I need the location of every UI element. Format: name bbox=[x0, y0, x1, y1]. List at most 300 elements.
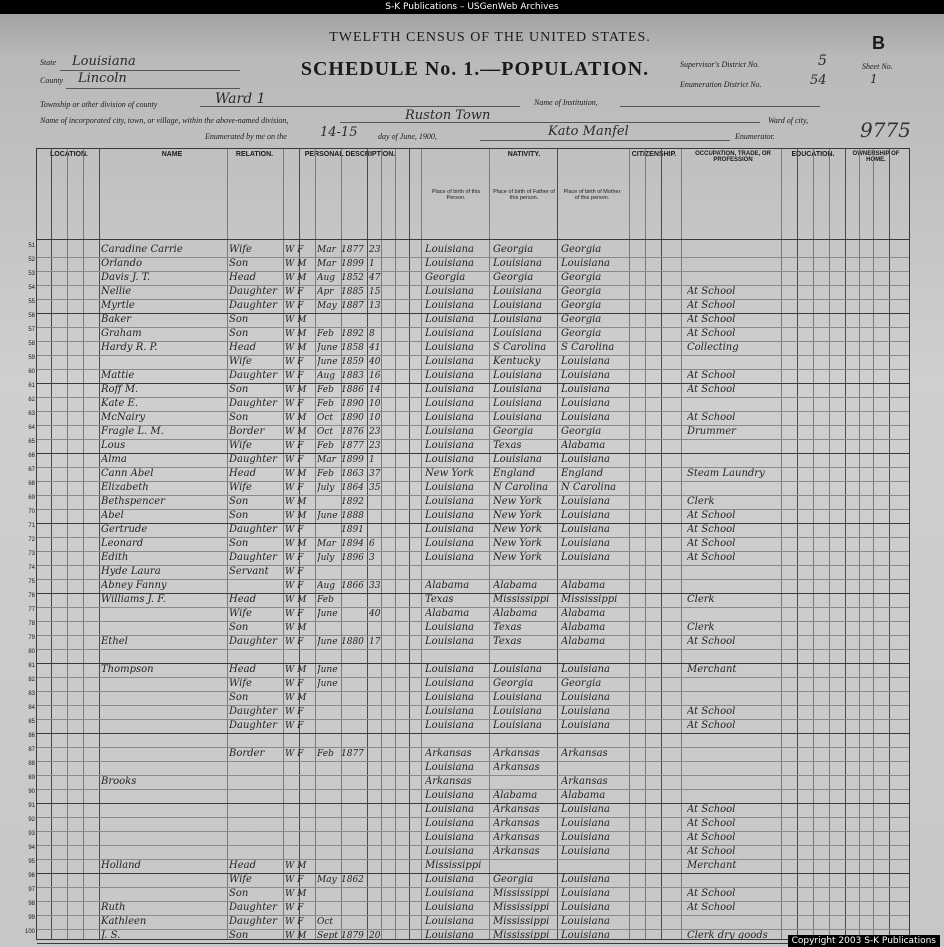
cell-mpob: Louisiana bbox=[561, 258, 610, 269]
cell-year: 1892 bbox=[341, 329, 364, 339]
row-number: 93 bbox=[28, 831, 35, 837]
cell-year: 1876 bbox=[341, 427, 364, 437]
cell-pob: Louisiana bbox=[425, 300, 474, 311]
cell-age: 20 bbox=[369, 931, 381, 941]
cell-pob: Louisiana bbox=[425, 356, 474, 367]
row-number: 76 bbox=[28, 593, 35, 599]
cell-age: 13 bbox=[369, 301, 381, 311]
cell-mpob: Louisiana bbox=[561, 384, 610, 395]
cell-sex: W F bbox=[285, 399, 304, 409]
state-value: Louisiana bbox=[72, 54, 136, 69]
cell-name: Thompson bbox=[101, 664, 154, 675]
sheet-label: Sheet No. bbox=[862, 62, 893, 71]
cell-sex: W F bbox=[285, 245, 304, 255]
copyright: Copyright 2003 S-K Publications bbox=[788, 935, 940, 947]
cell-sex: W M bbox=[285, 931, 307, 941]
cell-occ: At School bbox=[687, 818, 736, 829]
row-number: 55 bbox=[28, 299, 35, 305]
cell-mpob: Louisiana bbox=[561, 454, 610, 465]
cell-occ: At School bbox=[687, 706, 736, 717]
cell-rel: Wife bbox=[229, 440, 252, 451]
cell-month: Aug bbox=[317, 371, 336, 381]
cell-occ: Merchant bbox=[687, 664, 737, 675]
cell-sex: W M bbox=[285, 511, 307, 521]
cell-month: Aug bbox=[317, 273, 336, 283]
column-divider bbox=[645, 149, 646, 939]
supervisor-label: Supervisor's District No. bbox=[680, 60, 760, 69]
cell-pob: Louisiana bbox=[425, 888, 474, 899]
cell-fpob: New York bbox=[493, 538, 542, 549]
cell-occ: At School bbox=[687, 370, 736, 381]
cell-pob: Louisiana bbox=[425, 384, 474, 395]
cell-year: 1862 bbox=[341, 875, 364, 885]
cell-sex: W F bbox=[285, 357, 304, 367]
row-number: 67 bbox=[28, 467, 35, 473]
cell-pob: Louisiana bbox=[425, 524, 474, 535]
cell-fpob: Louisiana bbox=[493, 286, 542, 297]
row-number: 66 bbox=[28, 453, 35, 459]
cell-sex: W F bbox=[285, 903, 304, 913]
enumerated-month-label: day of June, 1900, bbox=[378, 132, 437, 141]
column-divider bbox=[67, 149, 68, 939]
cell-rel: Wife bbox=[229, 356, 252, 367]
cell-rel: Daughter bbox=[229, 370, 277, 381]
row-number: 78 bbox=[28, 621, 35, 627]
cell-mpob: England bbox=[561, 468, 604, 479]
cell-name: Williams J. F. bbox=[101, 594, 166, 605]
cell-month: June bbox=[317, 637, 338, 647]
enumeration-label: Enumeration District No. bbox=[680, 80, 762, 89]
cell-age: 40 bbox=[369, 609, 381, 619]
cell-rel: Servant bbox=[229, 566, 269, 577]
cell-sex: W M bbox=[285, 315, 307, 325]
cell-occ: At School bbox=[687, 524, 736, 535]
cell-pob: Louisiana bbox=[425, 846, 474, 857]
cell-year: 1890 bbox=[341, 413, 364, 423]
schedule-title: SCHEDULE No. 1.—POPULATION. bbox=[300, 58, 650, 80]
cell-rel: Wife bbox=[229, 482, 252, 493]
cell-year: 1896 bbox=[341, 553, 364, 563]
cell-age: 16 bbox=[369, 371, 381, 381]
cell-pob: Louisiana bbox=[425, 538, 474, 549]
cell-sex: W F bbox=[285, 721, 304, 731]
column-divider bbox=[845, 149, 846, 939]
cell-mpob: Louisiana bbox=[561, 720, 610, 731]
cell-name: Lous bbox=[101, 440, 126, 451]
cell-year: 1880 bbox=[341, 637, 364, 647]
cell-mpob: Louisiana bbox=[561, 370, 610, 381]
cell-fpob: Arkansas bbox=[493, 748, 540, 759]
cell-occ: At School bbox=[687, 510, 736, 521]
cell-mpob: Louisiana bbox=[561, 916, 610, 927]
cell-rel: Son bbox=[229, 538, 249, 549]
row-number: 80 bbox=[28, 649, 35, 655]
cell-rel: Son bbox=[229, 888, 249, 899]
cell-month: June bbox=[317, 511, 338, 521]
cell-sex: W M bbox=[285, 343, 307, 353]
cell-month: May bbox=[317, 875, 337, 885]
cell-rel: Daughter bbox=[229, 524, 277, 535]
cell-sex: W F bbox=[285, 371, 304, 381]
cell-mpob: Georgia bbox=[561, 286, 602, 297]
cell-year: 1877 bbox=[341, 749, 364, 759]
cell-occ: At School bbox=[687, 804, 736, 815]
cell-pob: Louisiana bbox=[425, 818, 474, 829]
cell-rel: Head bbox=[229, 860, 257, 871]
column-divider bbox=[813, 149, 814, 939]
cell-rel: Son bbox=[229, 930, 249, 941]
row-number: 94 bbox=[28, 845, 35, 851]
cell-sex: W M bbox=[285, 665, 307, 675]
cell-fpob: Mississippi bbox=[493, 916, 550, 927]
cell-fpob: Georgia bbox=[493, 678, 534, 689]
cell-name: Caradine Carrie bbox=[101, 244, 183, 255]
row-number: 72 bbox=[28, 537, 35, 543]
row-divider bbox=[37, 649, 909, 650]
cell-name: Bethspencer bbox=[101, 496, 165, 507]
cell-mpob: Mississippi bbox=[561, 594, 618, 605]
cell-month: June bbox=[317, 357, 338, 367]
cell-pob: Louisiana bbox=[425, 454, 474, 465]
cell-month: June bbox=[317, 665, 338, 675]
cell-pob: Louisiana bbox=[425, 496, 474, 507]
cell-year: 1852 bbox=[341, 273, 364, 283]
cell-name: Baker bbox=[101, 314, 132, 325]
cell-pob: Louisiana bbox=[425, 720, 474, 731]
cell-age: 41 bbox=[369, 343, 381, 353]
cell-mpob: Louisiana bbox=[561, 874, 610, 885]
cell-name: Brooks bbox=[101, 776, 137, 787]
cell-age: 15 bbox=[369, 287, 381, 297]
cell-age: 10 bbox=[369, 413, 381, 423]
row-number: 91 bbox=[28, 803, 35, 809]
cell-fpob: Louisiana bbox=[493, 454, 542, 465]
cell-occ: At School bbox=[687, 412, 736, 423]
cell-mpob: Louisiana bbox=[561, 888, 610, 899]
stamp-number: 9775 bbox=[860, 118, 911, 142]
cell-pob: Louisiana bbox=[425, 258, 474, 269]
cell-mpob: Georgia bbox=[561, 426, 602, 437]
cell-age: 17 bbox=[369, 637, 381, 647]
cell-month: June bbox=[317, 609, 338, 619]
cell-rel: Daughter bbox=[229, 720, 277, 731]
cell-sex: W F bbox=[285, 301, 304, 311]
cell-mpob: Louisiana bbox=[561, 902, 610, 913]
cell-mpob: Louisiana bbox=[561, 538, 610, 549]
cell-mpob: Arkansas bbox=[561, 748, 608, 759]
cell-fpob: Mississippi bbox=[493, 902, 550, 913]
cell-mpob: Louisiana bbox=[561, 524, 610, 535]
cell-sex: W F bbox=[285, 581, 304, 591]
enumerated-day: 14-15 bbox=[320, 125, 358, 140]
cell-year: 1899 bbox=[341, 259, 364, 269]
cell-year: 1891 bbox=[341, 525, 364, 535]
cell-fpob: Mississippi bbox=[493, 930, 550, 941]
sheet-value: 1 bbox=[870, 72, 878, 86]
place-value: Ruston Town bbox=[405, 108, 491, 123]
column-divider bbox=[83, 149, 84, 939]
cell-rel: Daughter bbox=[229, 902, 277, 913]
cell-age: 40 bbox=[369, 357, 381, 367]
group-citizenship: CITIZENSHIP. bbox=[631, 151, 677, 158]
row-number: 64 bbox=[28, 425, 35, 431]
cell-pob: Louisiana bbox=[425, 622, 474, 633]
cell-age: 37 bbox=[369, 469, 381, 479]
supervisor-value: 5 bbox=[818, 53, 827, 69]
row-number: 71 bbox=[28, 523, 35, 529]
row-number: 98 bbox=[28, 901, 35, 907]
column-divider bbox=[681, 149, 682, 939]
cell-sex: W F bbox=[285, 287, 304, 297]
cell-fpob: Louisiana bbox=[493, 398, 542, 409]
row-number: 75 bbox=[28, 579, 35, 585]
cell-year: 1890 bbox=[341, 399, 364, 409]
cell-name: Ruth bbox=[101, 902, 126, 913]
cell-occ: Merchant bbox=[687, 860, 737, 871]
cell-year: 1877 bbox=[341, 245, 364, 255]
cell-name: Graham bbox=[101, 328, 142, 339]
cell-month: Feb bbox=[317, 399, 334, 409]
cell-year: 1885 bbox=[341, 287, 364, 297]
row-number: 68 bbox=[28, 481, 35, 487]
cell-pob: Louisiana bbox=[425, 440, 474, 451]
row-number: 56 bbox=[28, 313, 35, 319]
cell-fpob: Georgia bbox=[493, 874, 534, 885]
cell-rel: Son bbox=[229, 412, 249, 423]
cell-name: Abel bbox=[101, 510, 124, 521]
cell-pob: Arkansas bbox=[425, 776, 472, 787]
row-number: 89 bbox=[28, 775, 35, 781]
cell-fpob: Louisiana bbox=[493, 258, 542, 269]
cell-year: 1858 bbox=[341, 343, 364, 353]
cell-month: Oct bbox=[317, 413, 334, 423]
row-number: 51 bbox=[28, 243, 35, 249]
cell-name: Fragle L. M. bbox=[101, 426, 164, 437]
cell-name: Abney Fanny bbox=[101, 580, 167, 591]
cell-fpob: Mississippi bbox=[493, 888, 550, 899]
cell-pob: Louisiana bbox=[425, 398, 474, 409]
cell-age: 47 bbox=[369, 273, 381, 283]
cell-year: 1894 bbox=[341, 539, 364, 549]
cell-occ: At School bbox=[687, 300, 736, 311]
county-value: Lincoln bbox=[78, 71, 127, 86]
row-number: 62 bbox=[28, 397, 35, 403]
cell-occ: At School bbox=[687, 902, 736, 913]
cell-name: Davis J. T. bbox=[101, 272, 151, 283]
nativity-sub-mother: Place of birth of Mother of this person. bbox=[563, 189, 621, 201]
cell-rel: Son bbox=[229, 314, 249, 325]
cell-mpob: Alabama bbox=[561, 440, 606, 451]
row-number: 59 bbox=[28, 355, 35, 361]
cell-fpob: New York bbox=[493, 496, 542, 507]
row-number: 54 bbox=[28, 285, 35, 291]
column-divider bbox=[421, 149, 422, 939]
group-name: NAME bbox=[161, 151, 183, 158]
cell-month: Mar bbox=[317, 539, 336, 549]
cell-pob: Louisiana bbox=[425, 342, 474, 353]
cell-mpob: Louisiana bbox=[561, 510, 610, 521]
cell-mpob: N Carolina bbox=[561, 482, 617, 493]
group-ownership: OWNERSHIP OF HOME. bbox=[852, 151, 900, 163]
cell-mpob: Louisiana bbox=[561, 930, 610, 941]
column-divider bbox=[829, 149, 830, 939]
cell-pob: Louisiana bbox=[425, 412, 474, 423]
cell-name: Kathleen bbox=[101, 916, 147, 927]
cell-rel: Daughter bbox=[229, 286, 277, 297]
cell-occ: At School bbox=[687, 328, 736, 339]
row-number: 79 bbox=[28, 635, 35, 641]
cell-month: Mar bbox=[317, 245, 336, 255]
cell-occ: Clerk bbox=[687, 496, 715, 507]
cell-name: Kate E. bbox=[101, 398, 139, 409]
cell-mpob: Louisiana bbox=[561, 692, 610, 703]
cell-sex: W M bbox=[285, 413, 307, 423]
cell-fpob: New York bbox=[493, 524, 542, 535]
cell-age: 23 bbox=[369, 427, 381, 437]
row-number: 86 bbox=[28, 733, 35, 739]
column-divider bbox=[283, 149, 284, 939]
cell-mpob: Louisiana bbox=[561, 496, 610, 507]
cell-name: Hardy R. P. bbox=[101, 342, 158, 353]
cell-mpob: Georgia bbox=[561, 678, 602, 689]
cell-month: June bbox=[317, 343, 338, 353]
cell-occ: At School bbox=[687, 832, 736, 843]
group-personal: PERSONAL DESCRIPTION. bbox=[304, 151, 396, 158]
cell-year: 1886 bbox=[341, 385, 364, 395]
cell-age: 3 bbox=[369, 553, 375, 563]
column-divider bbox=[661, 149, 662, 939]
row-number: 63 bbox=[28, 411, 35, 417]
cell-fpob: Georgia bbox=[493, 244, 534, 255]
nativity-sub-person: Place of birth of this Person. bbox=[431, 189, 481, 201]
cell-fpob: Mississippi bbox=[493, 594, 550, 605]
population-table bbox=[24, 148, 910, 941]
cell-year: 1879 bbox=[341, 931, 364, 941]
cell-rel: Daughter bbox=[229, 398, 277, 409]
cell-year: 1892 bbox=[341, 497, 364, 507]
cell-sex: W M bbox=[285, 329, 307, 339]
cell-age: 23 bbox=[369, 245, 381, 255]
row-number: 58 bbox=[28, 341, 35, 347]
cell-rel: Wife bbox=[229, 608, 252, 619]
cell-occ: Clerk bbox=[687, 622, 715, 633]
cell-rel: Daughter bbox=[229, 636, 277, 647]
cell-rel: Wife bbox=[229, 244, 252, 255]
cell-pob: Louisiana bbox=[425, 790, 474, 801]
cell-sex: W F bbox=[285, 567, 304, 577]
cell-sex: W F bbox=[285, 483, 304, 493]
cell-name: Elizabeth bbox=[101, 482, 149, 493]
cell-name: Orlando bbox=[101, 258, 143, 269]
cell-sex: W F bbox=[285, 553, 304, 563]
row-number: 53 bbox=[28, 271, 35, 277]
cell-pob: Alabama bbox=[425, 580, 470, 591]
cell-mpob: Louisiana bbox=[561, 804, 610, 815]
column-divider bbox=[227, 149, 228, 939]
column-divider bbox=[781, 149, 782, 939]
cell-fpob: Louisiana bbox=[493, 314, 542, 325]
row-number: 85 bbox=[28, 719, 35, 725]
township-label: Township or other division of county bbox=[40, 100, 158, 109]
cell-name: Myrtle bbox=[101, 300, 135, 311]
cell-sex: W F bbox=[285, 525, 304, 535]
cell-rel: Son bbox=[229, 328, 249, 339]
row-number: 82 bbox=[28, 677, 35, 683]
cell-pob: Mississippi bbox=[425, 860, 482, 871]
cell-mpob: Georgia bbox=[561, 244, 602, 255]
cell-fpob: Louisiana bbox=[493, 692, 542, 703]
cell-pob: Georgia bbox=[425, 272, 466, 283]
cell-sex: W M bbox=[285, 427, 307, 437]
cell-fpob: Louisiana bbox=[493, 328, 542, 339]
cell-name: McNairy bbox=[101, 412, 146, 423]
cell-month: Apr bbox=[317, 287, 334, 297]
cell-mpob: Louisiana bbox=[561, 356, 610, 367]
cell-sex: W M bbox=[285, 539, 307, 549]
column-divider bbox=[315, 149, 316, 939]
row-number: 92 bbox=[28, 817, 35, 823]
cell-age: 35 bbox=[369, 483, 381, 493]
group-education: EDUCATION. bbox=[791, 151, 835, 158]
cell-fpob: Arkansas bbox=[493, 846, 540, 857]
cell-fpob: Alabama bbox=[493, 790, 538, 801]
cell-year: 1859 bbox=[341, 357, 364, 367]
county-label: County bbox=[40, 76, 64, 85]
cell-rel: Son bbox=[229, 384, 249, 395]
cell-mpob: Louisiana bbox=[561, 846, 610, 857]
cell-month: Oct bbox=[317, 427, 334, 437]
cell-pob: Louisiana bbox=[425, 916, 474, 927]
cell-occ: Drummer bbox=[687, 426, 736, 437]
cell-pob: Arkansas bbox=[425, 748, 472, 759]
cell-fpob: Louisiana bbox=[493, 300, 542, 311]
cell-fpob: Louisiana bbox=[493, 664, 542, 675]
place-label: Name of incorporated city, town, or village, within the above-named division, bbox=[40, 116, 289, 125]
group-nativity: NATIVITY. bbox=[507, 151, 541, 158]
cell-pob: Louisiana bbox=[425, 692, 474, 703]
cell-rel: Border bbox=[229, 748, 265, 759]
row-number: 70 bbox=[28, 509, 35, 515]
cell-sex: W M bbox=[285, 259, 307, 269]
cell-name: Hyde Laura bbox=[101, 566, 161, 577]
cell-month: June bbox=[317, 679, 338, 689]
cell-pob: Louisiana bbox=[425, 244, 474, 255]
cell-occ: Collecting bbox=[687, 342, 739, 353]
cell-mpob: Louisiana bbox=[561, 412, 610, 423]
enumerator-label: Enumerator. bbox=[735, 132, 775, 141]
cell-mpob: Louisiana bbox=[561, 818, 610, 829]
row-number: 61 bbox=[28, 383, 35, 389]
row-number: 90 bbox=[28, 789, 35, 795]
cell-pob: Louisiana bbox=[425, 328, 474, 339]
cell-fpob: N Carolina bbox=[493, 482, 549, 493]
cell-occ: At School bbox=[687, 314, 736, 325]
cell-pob: Louisiana bbox=[425, 482, 474, 493]
cell-name: Leonard bbox=[101, 538, 144, 549]
cell-rel: Wife bbox=[229, 678, 252, 689]
cell-year: 1887 bbox=[341, 301, 364, 311]
cell-sex: W M bbox=[285, 273, 307, 283]
cell-pob: Louisiana bbox=[425, 552, 474, 563]
cell-pob: Alabama bbox=[425, 608, 470, 619]
cell-fpob: New York bbox=[493, 510, 542, 521]
cell-pob: Louisiana bbox=[425, 706, 474, 717]
cell-sex: W M bbox=[285, 693, 307, 703]
row-number: 81 bbox=[28, 663, 35, 669]
cell-occ: At School bbox=[687, 384, 736, 395]
cell-name: Alma bbox=[101, 454, 127, 465]
cell-age: 23 bbox=[369, 441, 381, 451]
